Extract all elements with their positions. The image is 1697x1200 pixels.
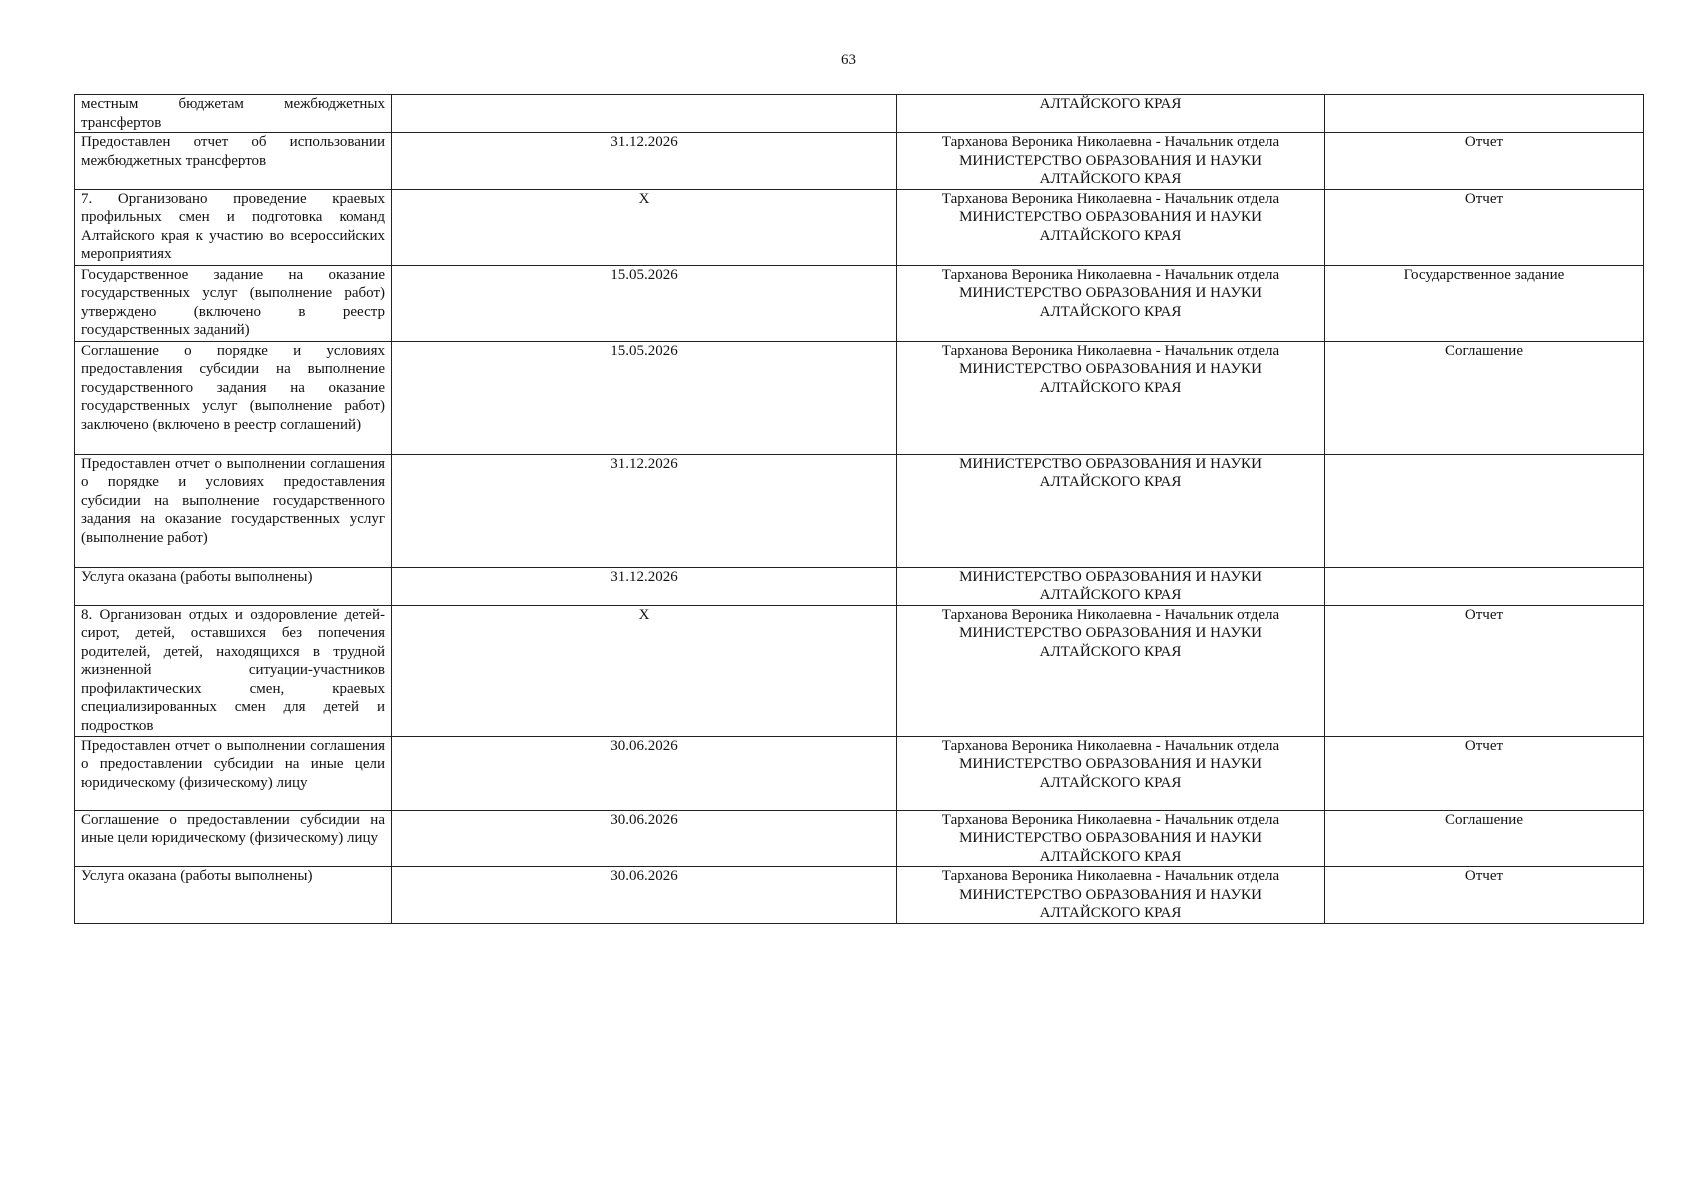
responsible-line: АЛТАЙСКОГО КРАЯ (1039, 96, 1182, 112)
responsible-line: АЛТАЙСКОГО КРАЯ (1039, 848, 1182, 865)
date-cell: 30.06.2026 (392, 736, 897, 810)
responsible-cell (897, 736, 1325, 810)
responsible-line: АЛТАЙСКОГО КРАЯ (1039, 474, 1182, 490)
responsible-line: МИНИСТЕРСТВО ОБРАЗОВАНИЯ И НАУКИ (959, 830, 1262, 846)
document-cell: Отчет (1325, 867, 1644, 924)
responsible-line: Тарханова Вероника Николаевна - Начальник отдела (941, 190, 1280, 207)
table-row (75, 341, 1644, 454)
responsible-cell (897, 341, 1325, 454)
document-cell: Соглашение (1325, 810, 1644, 867)
responsible-line: Тарханова Вероника Николаевна - Начальник отдела (941, 737, 1280, 754)
date-cell: X (392, 189, 897, 265)
table-row (75, 810, 1644, 867)
responsible-line: МИНИСТЕРСТВО ОБРАЗОВАНИЯ И НАУКИ (959, 886, 1262, 903)
event-cell: Предоставлен отчет об использовании межбюджетных трансфертов (75, 133, 392, 190)
date-cell: 31.12.2026 (392, 133, 897, 190)
document-cell (1325, 95, 1644, 133)
date-cell: 31.12.2026 (392, 454, 897, 567)
table-row (75, 567, 1644, 605)
event-cell: Предоставлен отчет о выполнении соглашения о порядке и условиях предоставления субсидии на выполнение государственного задания на оказание государственных услуг (выполнение работ) (75, 454, 392, 567)
event-cell: Соглашение о предоставлении субсидии на иные цели юридическому (физическому) лицу (75, 810, 392, 867)
responsible-line: МИНИСТЕРСТВО ОБРАЗОВАНИЯ И НАУКИ (959, 152, 1262, 169)
responsible-line: МИНИСТЕРСТВО ОБРАЗОВАНИЯ И НАУКИ (959, 361, 1262, 377)
responsible-line: Тарханова Вероника Николаевна - Начальник отдела (941, 342, 1280, 359)
control-points-table (74, 94, 1644, 924)
date-cell: 30.06.2026 (392, 810, 897, 867)
responsible-line: МИНИСТЕРСТВО ОБРАЗОВАНИЯ И НАУКИ (959, 209, 1262, 225)
date-cell: 15.05.2026 (392, 341, 897, 454)
date-cell: 31.12.2026 (392, 567, 897, 605)
responsible-cell (897, 867, 1325, 924)
responsible-line: АЛТАЙСКОГО КРАЯ (1039, 774, 1182, 791)
event-cell: местным бюджетам межбюджетных трансфертов (75, 95, 392, 133)
table-row (75, 133, 1644, 190)
table-row (75, 736, 1644, 810)
responsible-cell (897, 265, 1325, 341)
document-cell: Соглашение (1325, 341, 1644, 454)
table-row (75, 605, 1644, 736)
responsible-line: АЛТАЙСКОГО КРАЯ (1039, 303, 1182, 320)
event-cell: Соглашение о порядке и условиях предоставления субсидии на выполнение государственного задания на оказание государственных услуг (выполнение работ) заключено (включено в реестр соглашений) (75, 341, 392, 454)
date-cell: 15.05.2026 (392, 265, 897, 341)
table-row (75, 867, 1644, 924)
document-cell: Отчет (1325, 189, 1644, 265)
responsible-line: Тарханова Вероника Николаевна - Начальник отдела (941, 811, 1280, 828)
document-cell: Отчет (1325, 133, 1644, 190)
table-row (75, 95, 1644, 133)
document-cell (1325, 454, 1644, 567)
date-cell (392, 95, 897, 133)
event-cell: 8. Организован отдых и оздоровление детей-сирот, детей, оставшихся без попечения родителей, детей, находящихся в трудной жизненной ситуации-участников профилактических смен, краевых специализированных смен для детей и подростков (75, 605, 392, 736)
responsible-line: АЛТАЙСКОГО КРАЯ (1039, 171, 1182, 187)
responsible-line: МИНИСТЕРСТВО ОБРАЗОВАНИЯ И НАУКИ (959, 285, 1262, 301)
table-row (75, 265, 1644, 341)
responsible-line: МИНИСТЕРСТВО ОБРАЗОВАНИЯ И НАУКИ (959, 455, 1262, 472)
responsible-line: МИНИСТЕРСТВО ОБРАЗОВАНИЯ И НАУКИ (959, 756, 1262, 772)
document-cell: Отчет (1325, 605, 1644, 736)
responsible-line: АЛТАЙСКОГО КРАЯ (1039, 905, 1182, 921)
responsible-line: АЛТАЙСКОГО КРАЯ (1039, 227, 1182, 244)
event-cell: Предоставлен отчет о выполнении соглашения о предоставлении субсидии на иные цели юридическому (физическому) лицу (75, 736, 392, 810)
event-cell: Услуга оказана (работы выполнены) (75, 867, 392, 924)
responsible-cell (897, 95, 1325, 133)
table-body (75, 95, 1644, 924)
responsible-line: АЛТАЙСКОГО КРАЯ (1039, 379, 1182, 396)
table-row (75, 454, 1644, 567)
responsible-line: МИНИСТЕРСТВО ОБРАЗОВАНИЯ И НАУКИ (959, 625, 1262, 641)
responsible-line: Тарханова Вероника Николаевна - Начальник отдела (941, 868, 1280, 884)
document-cell (1325, 567, 1644, 605)
responsible-cell (897, 810, 1325, 867)
date-cell: X (392, 605, 897, 736)
responsible-cell (897, 567, 1325, 605)
responsible-line: Тарханова Вероника Николаевна - Начальник отдела (941, 606, 1280, 623)
event-cell: 7. Организовано проведение краевых профильных смен и подготовка команд Алтайского края к участию во всероссийских мероприятиях (75, 189, 392, 265)
responsible-cell (897, 454, 1325, 567)
responsible-line: МИНИСТЕРСТВО ОБРАЗОВАНИЯ И НАУКИ (959, 568, 1262, 585)
responsible-cell (897, 605, 1325, 736)
table-row (75, 189, 1644, 265)
document-cell: Отчет (1325, 736, 1644, 810)
event-cell: Государственное задание на оказание государственных услуг (выполнение работ) утверждено (включено в реестр государственных заданий) (75, 265, 392, 341)
responsible-line: АЛТАЙСКОГО КРАЯ (1039, 587, 1182, 603)
responsible-cell (897, 189, 1325, 265)
page-number: 63 (841, 52, 856, 68)
event-cell: Услуга оказана (работы выполнены) (75, 567, 392, 605)
responsible-line: АЛТАЙСКОГО КРАЯ (1039, 643, 1182, 660)
date-cell: 30.06.2026 (392, 867, 897, 924)
responsible-line: Тарханова Вероника Николаевна - Начальник отдела (941, 266, 1280, 283)
responsible-line: Тарханова Вероника Николаевна - Начальник отдела (941, 134, 1280, 150)
responsible-cell (897, 133, 1325, 190)
document-cell: Государственное задание (1325, 265, 1644, 341)
